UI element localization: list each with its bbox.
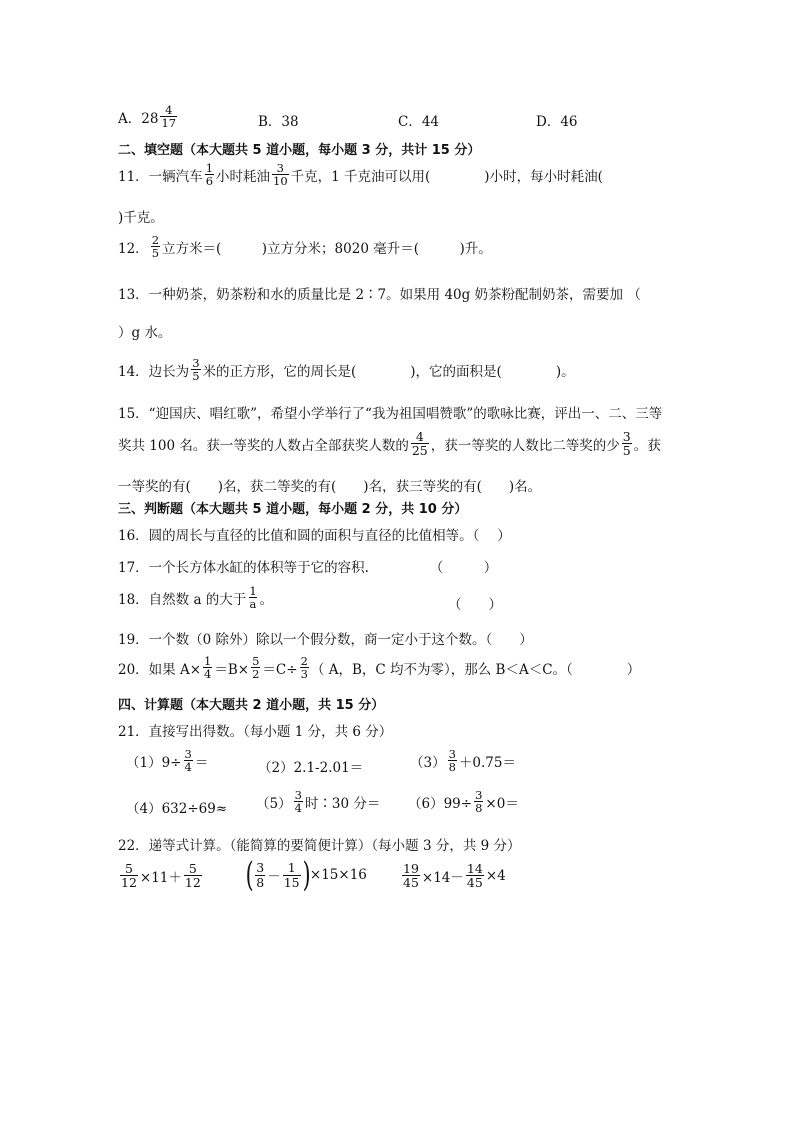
calc-item-3: （3） $\frac{3}{8}$ ＋0.75＝: [410, 747, 516, 775]
option-a: [118, 104, 179, 129]
expression-3: $\frac{19}{45}$ ×14－ $\frac{14}{45}$ ×4: [403, 861, 506, 891]
fraction: $\frac{3}{8}$: [256, 860, 265, 890]
question-14: 14．边长为 $\frac{3}{5}$ 米的正方形，它的周长是( )，它的面积是( )。: [118, 356, 575, 384]
question-13-continued: ）g 水。: [118, 325, 172, 341]
question-15-line-2: 奖共 100 名。获一等奖的人数占全部获奖人数的 $\frac{4}{25}$ ，获一等奖的人数比二等奖的少 $\frac{3}{5}$ 。获: [118, 429, 661, 459]
expression-1: $\frac{5}{12}$ ×11＋ $\frac{5}{12}$: [121, 861, 201, 891]
fraction: $\frac{4}{25}$: [411, 429, 428, 459]
right-paren: ): [302, 855, 311, 895]
fraction: $\frac{3}{8}$: [448, 747, 456, 775]
question-11-continued: )千克。: [118, 210, 164, 226]
fraction: $\frac{3}{4}$: [184, 747, 192, 775]
fraction: $\frac{1}{15}$: [283, 860, 300, 890]
option-a-text: A．28: [118, 110, 159, 127]
fraction: $\frac{3}{5}$: [622, 429, 631, 459]
fraction: $\frac{14}{45}$: [466, 861, 483, 891]
option-b: B．38: [258, 114, 299, 130]
calc-item-6: （6）99÷ $\frac{3}{8}$ ×0＝: [408, 788, 519, 816]
question-17: 17．一个长方体水缸的体积等于它的容积. （ ）: [118, 560, 498, 576]
question-11: 11．一辆汽车 $\frac{1}{6}$ 小时耗油 $\frac{3}{10}$ 千克，1 千克油可以用( )小时，每小时耗油(: [118, 161, 603, 189]
fraction: $\frac{3}{5}$: [192, 356, 200, 384]
section-4-title: 四、计算题（本大题共 2 道小题，共 15 分）: [118, 698, 385, 713]
calc-item-4: （4）632÷69≈: [126, 801, 228, 817]
fraction: $\frac{19}{45}$: [403, 861, 419, 891]
fraction: $\frac{5}{12}$: [121, 861, 137, 891]
calc-item-2: （2）2.1-2.01＝: [258, 760, 364, 776]
fraction: $\frac{5}{12}$: [184, 861, 201, 891]
fraction: $\frac{2}{3}$: [300, 654, 308, 682]
fraction: $\frac{2}{5}$: [151, 233, 160, 261]
question-15: 15．“迎国庆、唱红歌”，希望小学举行了“我为祖国唱赞歌”的歌咏比赛，评出一、二、三等: [118, 406, 663, 422]
option-a-fraction: $\frac{4}{17}$: [161, 103, 177, 131]
fraction: $\frac{3}{4}$: [294, 788, 302, 816]
fraction: $\frac{3}{10}$: [273, 161, 288, 189]
question-18-answer: （ ）: [448, 597, 502, 613]
section-2-title: 二、填空题（本大题共 5 道小题，每小题 3 分，共计 15 分）: [118, 143, 481, 158]
fraction: $\frac{1}{4}$: [204, 654, 212, 682]
left-paren: (: [245, 855, 254, 895]
question-12: 12． $\frac{2}{5}$ 立方米＝( )立方分米；8020 毫升＝( )升。: [118, 233, 492, 261]
question-22-title: 22．递等式计算。（能简算的要简便计算）（每小题 3 分，共 9 分）: [118, 838, 521, 854]
fraction: $\frac{1}{6}$: [205, 161, 214, 189]
fraction: $\frac{3}{8}$: [475, 788, 483, 816]
option-d: D．46: [536, 114, 578, 130]
expression-2: ( $\frac{3}{8}$ － $\frac{1}{15}$ ) ×15×16: [245, 855, 367, 895]
question-18: 18．自然数 a 的大于 $\frac{1}{a}$ 。: [118, 584, 274, 612]
question-15-line-3: 一等奖的有( )名，获二等奖的有( )名，获三等奖的有( )名。: [118, 479, 542, 495]
question-19: 19．一个数（0 除外）除以一个假分数，商一定小于这个数。（ ）: [118, 632, 533, 648]
fraction: $\frac{1}{a}$: [249, 584, 257, 612]
question-20: 20．如果 A× $\frac{1}{4}$ ＝B× $\frac{5}{2}$ ＝C÷ $\frac{2}{3}$ （ A，B，C 均不为零），那么 B＜A＜C。（ ）: [118, 654, 641, 682]
fraction: $\frac{5}{2}$: [252, 654, 260, 682]
section-3-title: 三、判断题（本大题共 5 道小题，每小题 2 分，共 10 分）: [118, 502, 468, 517]
question-21-title: 21．直接写出得数。（每小题 1 分，共 6 分）: [118, 724, 393, 740]
question-13: 13．一种奶茶，奶茶粉和水的质量比是 2∶7。如果用 40g 奶茶粉配制奶茶，需要加 （: [118, 287, 641, 303]
calc-item-5: （5） $\frac{3}{4}$ 时∶30 分＝: [256, 788, 381, 816]
question-16: 16．圆的周长与直径的比值和圆的面积与直径的比值相等。（ ）: [118, 528, 511, 544]
option-c: C．44: [398, 114, 440, 130]
calc-item-1: （1）9÷ $\frac{3}{4}$ ＝: [126, 747, 209, 775]
